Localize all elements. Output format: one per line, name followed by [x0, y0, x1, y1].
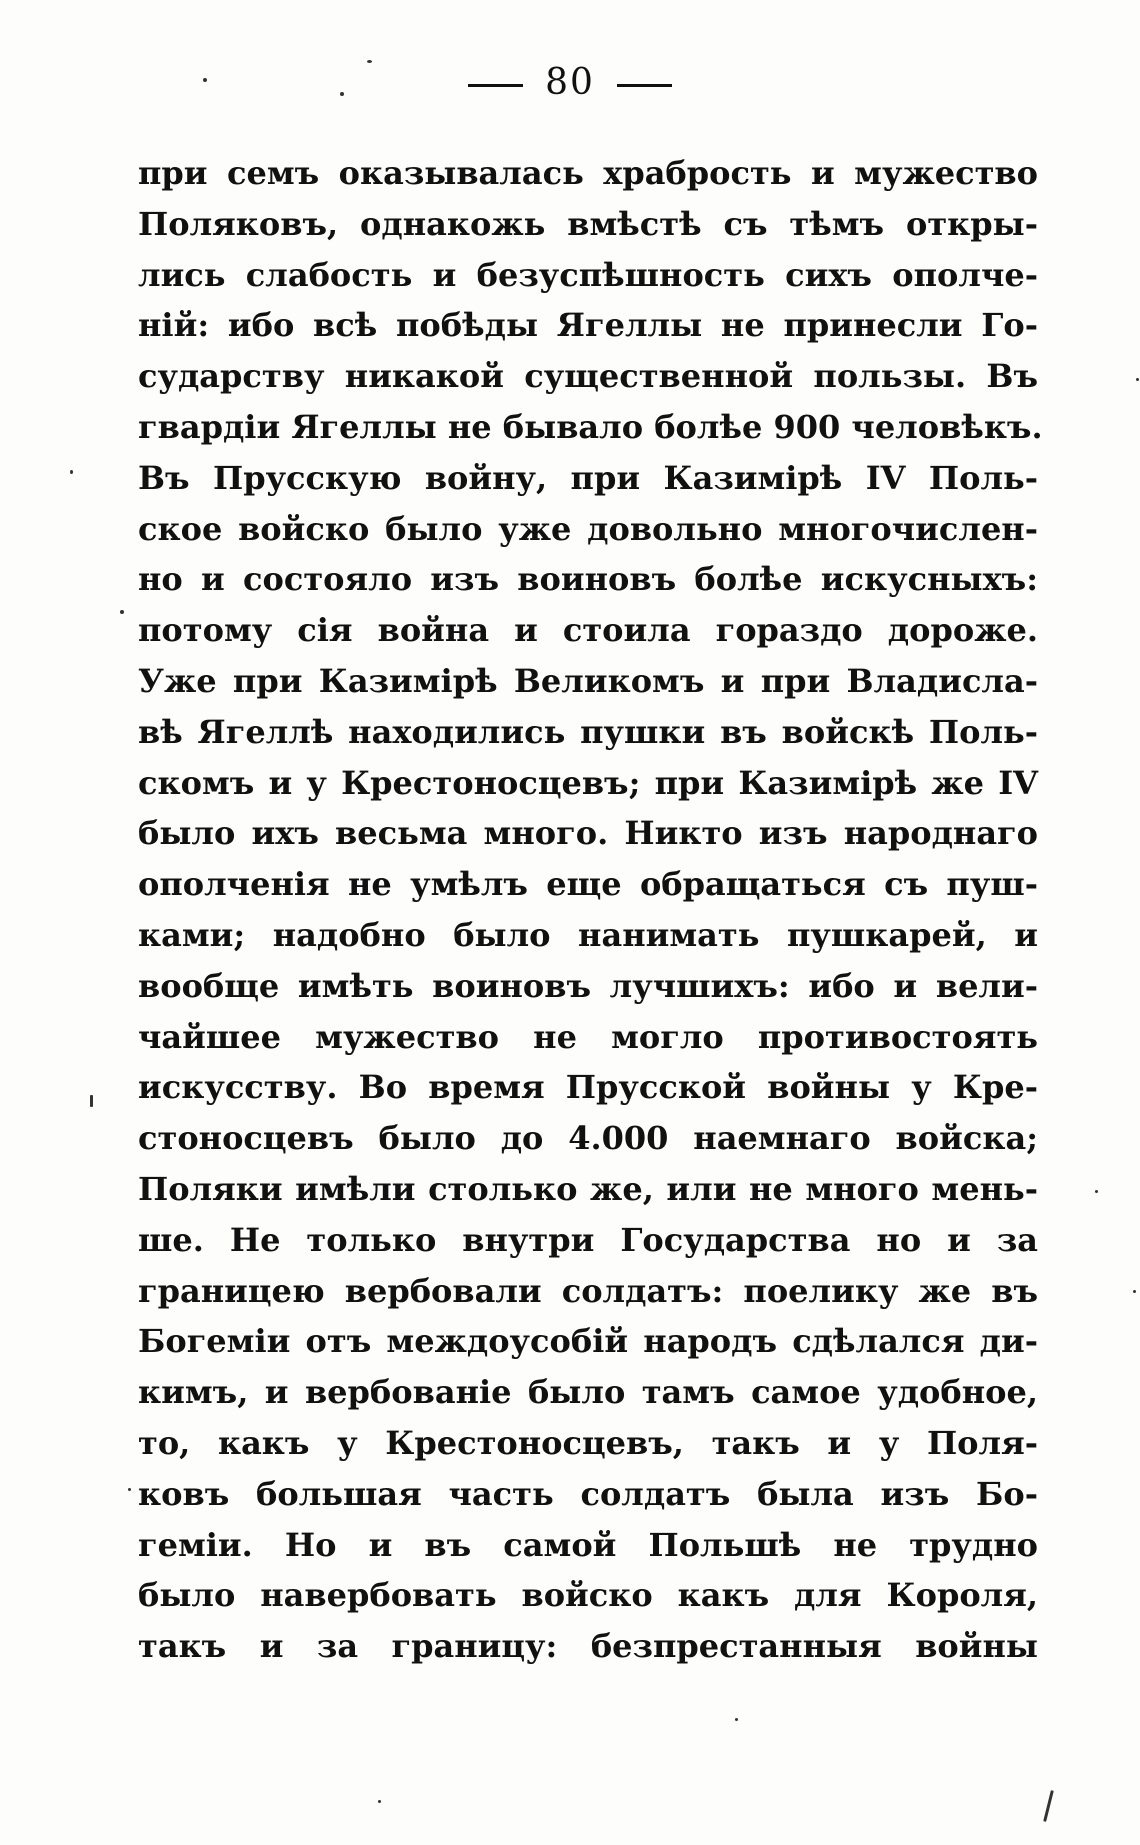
text-line: чайшее мужество не могло противостоять	[138, 1017, 1038, 1056]
scan-speck	[378, 1800, 381, 1803]
text-line: сударству никакой существенной пользы. Въ	[138, 357, 1038, 396]
scan-speck	[90, 1095, 93, 1107]
text-line: такъ и за границу: безпрестанныя войны	[138, 1627, 1038, 1666]
text-line: Поляковъ, однакожь вмѣстѣ съ тѣмъ откры-	[138, 204, 1038, 243]
scan-speck	[340, 92, 344, 96]
text-line: гвардіи Ягеллы не бывало болѣе 900 человѣкъ.	[138, 407, 1043, 446]
text-line: ній: ибо всѣ побѣды Ягеллы не принесли Го-	[138, 306, 1038, 345]
text-line: вѣ Ягеллѣ находились пушки въ войскѣ Поль-	[138, 712, 1038, 751]
page-number: 80	[545, 62, 595, 103]
scan-speck	[203, 78, 207, 82]
text-line: потому сія война и стоила гораздо дороже.	[138, 611, 1038, 650]
scan-speck	[1136, 378, 1139, 381]
page-number-header	[0, 62, 1140, 103]
text-line: Уже при Казимірѣ Великомъ и при Владисла-	[138, 661, 1038, 700]
text-line: но и состояло изъ воиновъ болѣе искусныхъ:	[138, 560, 1038, 599]
text-line: Въ Прусскую войну, при Казимірѣ IV Поль-	[138, 458, 1038, 497]
text-line: ское войско было уже довольно многочислен-	[138, 509, 1038, 548]
scan-speck	[1095, 1190, 1098, 1193]
text-line: лись слабость и безуспѣшность сихъ ополче-	[138, 255, 1038, 294]
text-line: ополченія не умѣлъ еще обращаться съ пуш-	[138, 865, 1038, 904]
text-line: ками; надобно было нанимать пушкарей, и	[138, 915, 1038, 954]
scan-speck	[1133, 1290, 1136, 1293]
text-line: было ихъ весьма много. Никто изъ народнаго	[138, 814, 1038, 853]
text-line: при семъ оказывалась храбрость и мужество	[138, 154, 1038, 192]
text-line: ковъ большая часть солдатъ была изъ Бо-	[138, 1474, 1038, 1513]
right-dash	[617, 84, 672, 87]
scan-speck	[1043, 1790, 1054, 1822]
text-line: вообще имѣть воиновъ лучшихъ: ибо и вели-	[138, 966, 1038, 1005]
text-line: Богеміи отъ междоусобій народъ сдѣлался ди-	[138, 1322, 1038, 1361]
text-line: было навербовать войско какъ для Короля,	[138, 1576, 1038, 1615]
scan-speck	[70, 470, 73, 474]
scan-speck	[367, 60, 372, 63]
text-line: геміи. Но и въ самой Польшѣ не трудно	[138, 1525, 1038, 1564]
scan-speck	[120, 610, 124, 614]
body-text	[138, 148, 1043, 1672]
text-line: скомъ и у Крестоносцевъ; при Казимірѣ же IV	[138, 763, 1038, 802]
left-dash	[468, 84, 523, 87]
text-line: искусству. Во время Прусской войны у Кре-	[138, 1068, 1038, 1107]
text-line: стоносцевъ было до 4.000 наемнаго войска;	[138, 1119, 1038, 1158]
text-line: границею вербовали солдатъ: поелику же въ	[138, 1271, 1038, 1310]
scan-speck	[735, 1718, 738, 1721]
scan-speck	[128, 1488, 131, 1491]
text-line: ше. Не только внутри Государства но и за	[138, 1220, 1038, 1259]
text-line: кимъ, и вербованіе было тамъ самое удобное,	[138, 1373, 1038, 1412]
text-line: Поляки имѣли столько же, или не много мень-	[138, 1169, 1038, 1208]
text-line: то, какъ у Крестоносцевъ, такъ и у Поля-	[138, 1423, 1038, 1462]
